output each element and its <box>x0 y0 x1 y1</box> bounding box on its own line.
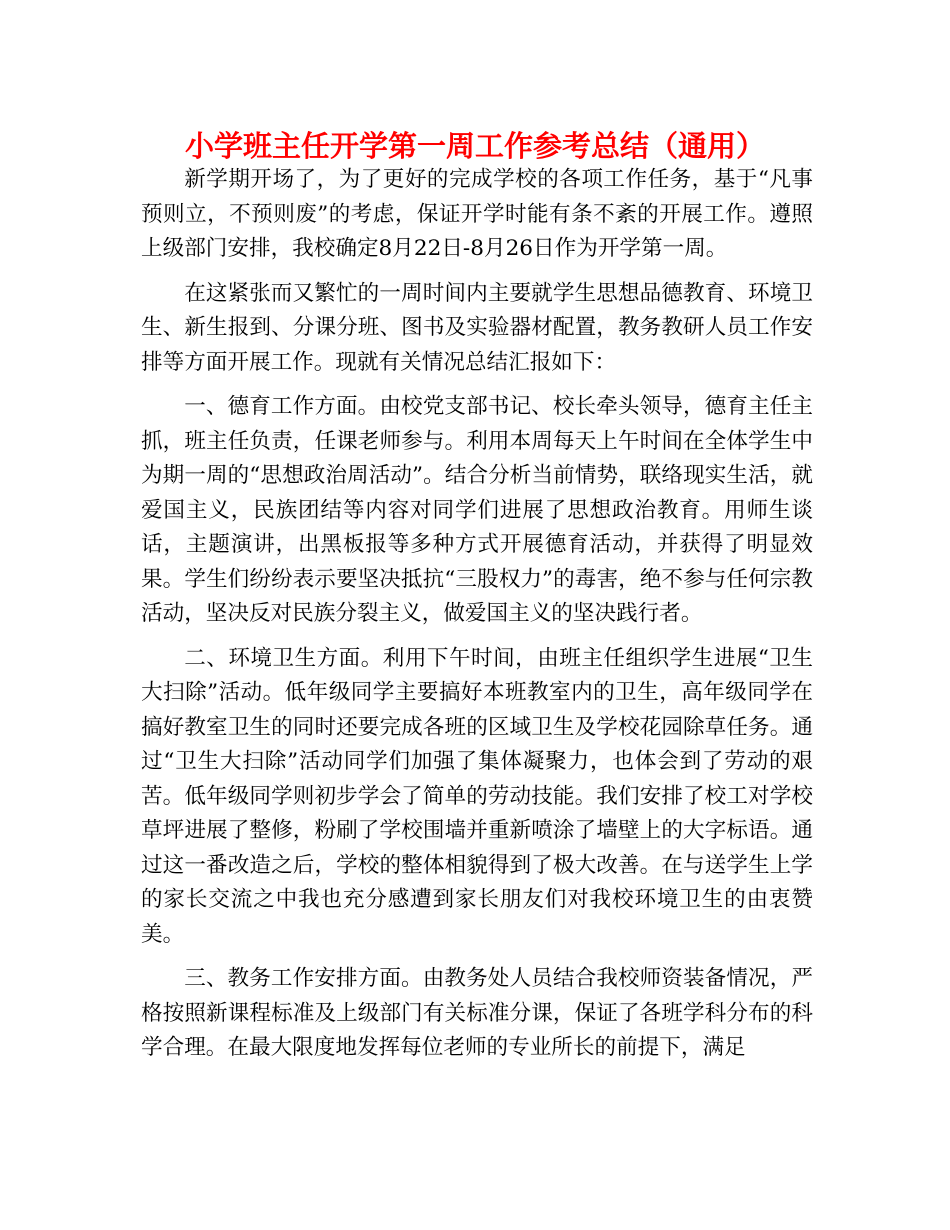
document-body <box>141 163 813 1066</box>
document-title: 小学班主任开学第一周工作参考总结（通用） <box>184 129 765 163</box>
paragraph-intro: 新学期开场了，为了更好的完成学校的各项工作任务，基于“凡事预则立，不预则废”的考虑，保证开学时能有条不紊的开展工作。遵照上级部门安排，我校确定8月22日-8月26日作为开学第一周。 <box>141 167 813 261</box>
paragraph-moral-education: 一、德育工作方面。由校党支部书记、校长牵头领导，德育主任主抓，班主任负责，任课老师参与。利用本周每天上午时间在全体学生中为期一周的“思想政治周活动”。结合分析当前情势，联络现实生活，就爱国主义，民族团结等内容对同学们进展了思想政治教育。用师生谈话，主题演讲，出黑板报等多种方式开展德育活动，并获得了明显效果。学生们纷纷表示要坚决抵抗“三股权力”的毒害，绝不参与任何宗教活动，坚决反对民族分裂主义，做爱国主义的坚决践行者。 <box>141 394 813 626</box>
paragraph-academic-affairs: 三、教务工作安排方面。由教务处人员结合我校师资装备情况，严格按照新课程标准及上级部门有关标准分课，保证了各班学科分布的科学合理。在最大限度地发挥每位老师的专业所长的前提下，满足 <box>141 966 813 1060</box>
paragraph-environment-hygiene: 二、环境卫生方面。利用下午时间，由班主任组织学生进展“卫生大扫除”活动。低年级同学主要搞好本班教室内的卫生，高年级同学在搞好教室卫生的同时还要完成各班的区域卫生及学校花园除草任务。通过“卫生大扫除”活动同学们加强了集体凝聚力，也体会到了劳动的艰苦。低年级同学则初步学会了简单的劳动技能。我们安排了校工对学校草坪进展了整修，粉刷了学校围墙并重新喷涂了墙壁上的大字标语。通过这一番改造之后，学校的整体相貌得到了极大改善。在与送学生上学的家长交流之中我也充分感遭到家长朋友们对我校环境卫生的由衷赞美。 <box>141 645 813 947</box>
paragraph-overview: 在这紧张而又繁忙的一周时间内主要就学生思想品德教育、环境卫生、新生报到、分课分班、图书及实验器材配置，教务教研人员工作安排等方面开展工作。现就有关情况总结汇报如下： <box>141 280 813 375</box>
